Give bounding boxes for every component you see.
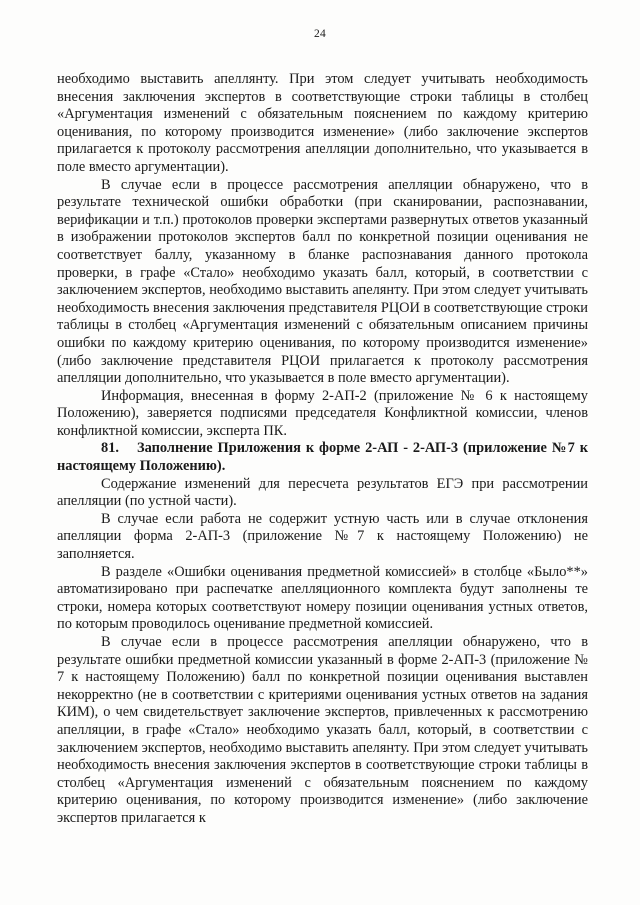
paragraph-not-filled: В случае если работа не содержит устную часть или в случае отклонения апелляции форма 2-АП-3 (приложение №7 к настоящему Положению) не заполняется.	[57, 510, 588, 563]
paragraph-form-certification: Информация, внесенная в форму 2-АП-2 (приложение № 6 к настоящему Положению), заверяется подписями председателя Конфликтной комиссии, членов конфликтной комиссии, эксперта ПК.	[57, 387, 588, 439]
section-title: Заполнение Приложения к форме 2-АП - 2-АП-3 (приложение №7 к настоящему Положению).	[57, 440, 588, 475]
section-heading	[57, 440, 588, 475]
section-number: 81.	[101, 440, 119, 457]
paragraph-commission-error: В случае если в процессе рассмотрения апелляции обнаружено, что в результате ошибки предметной комиссии указанный в форме 2-АП-3 (приложение № 7 к настоящему Положению) балл по конкретной позиции оценивания выставлен некорректно (не в соответствии с критериями оценивания устных ответов на задания КИМ), о чем свидетельствует заключение экспертов, привлеченных к рассмотрению апелляции, в графе «Стало» необходимо указать балл, который, в соответствии с заключением экспертов, необходимо выставить апелянту. При этом следует учитывать необходимость внесения заключения экспертов в соответствующие строки таблицы в столбец «Аргументация изменений с обязательным пояснением по каждому критерию оценивания, по которому производится изменение» (либо заключение экспертов прилагается к	[57, 634, 588, 826]
document-body	[57, 71, 588, 828]
paragraph-continued: необходимо выставить апеллянту. При этом следует учитывать необходимость внесения заключения экспертов в соответствующие строки таблицы в столбец «Аргументация изменений с обязательным пояснением по каждому критерию оценивания, по которому производится изменение» (либо заключение экспертов прилагается к протоколу рассмотрения апелляции дополнительно, что указывается в поле вместо аргументации).	[57, 71, 588, 175]
paragraph-content-of-changes: Содержание изменений для пересчета результатов ЕГЭ при рассмотрении апелляции (по устной части).	[57, 475, 588, 510]
paragraph-errors-section: В разделе «Ошибки оценивания предметной комиссией» в столбце «Было**» автоматизировано при распечатке апелляционного комплекта будут заполнены те строки, номера которых соответствуют номеру позиции оценивания устных ответов, по которым проводилось оценивание предметной комиссией.	[57, 563, 588, 633]
paragraph-technical-error: В случае если в процессе рассмотрения апелляции обнаружено, что в результате технической ошибки обработки (при сканировании, распознавании, верификации и т.п.) протоколов проверки экспертами развернутых ответов указанный в изображении протоколов экспертов балл по конкретной позиции оценивания не соответствует баллу, указанному в бланке распознавания данного протокола проверки, в графе «Стало» необходимо указать балл, который, в соответствии с заключением экспертов, необходимо выставить апелянту. При этом следует учитывать необходимость внесения заключения представителя РЦОИ в соответствующие строки таблицы в столбец «Аргументация изменений с обязательным описанием причины ошибки по каждому критерию оценивания, по которому производится изменение» (либо заключение представителя РЦОИ прилагается к протоколу рассмотрения апелляции дополнительно, что указывается в поле вместо аргументации).	[57, 176, 588, 387]
page-number: 24	[313, 28, 327, 40]
